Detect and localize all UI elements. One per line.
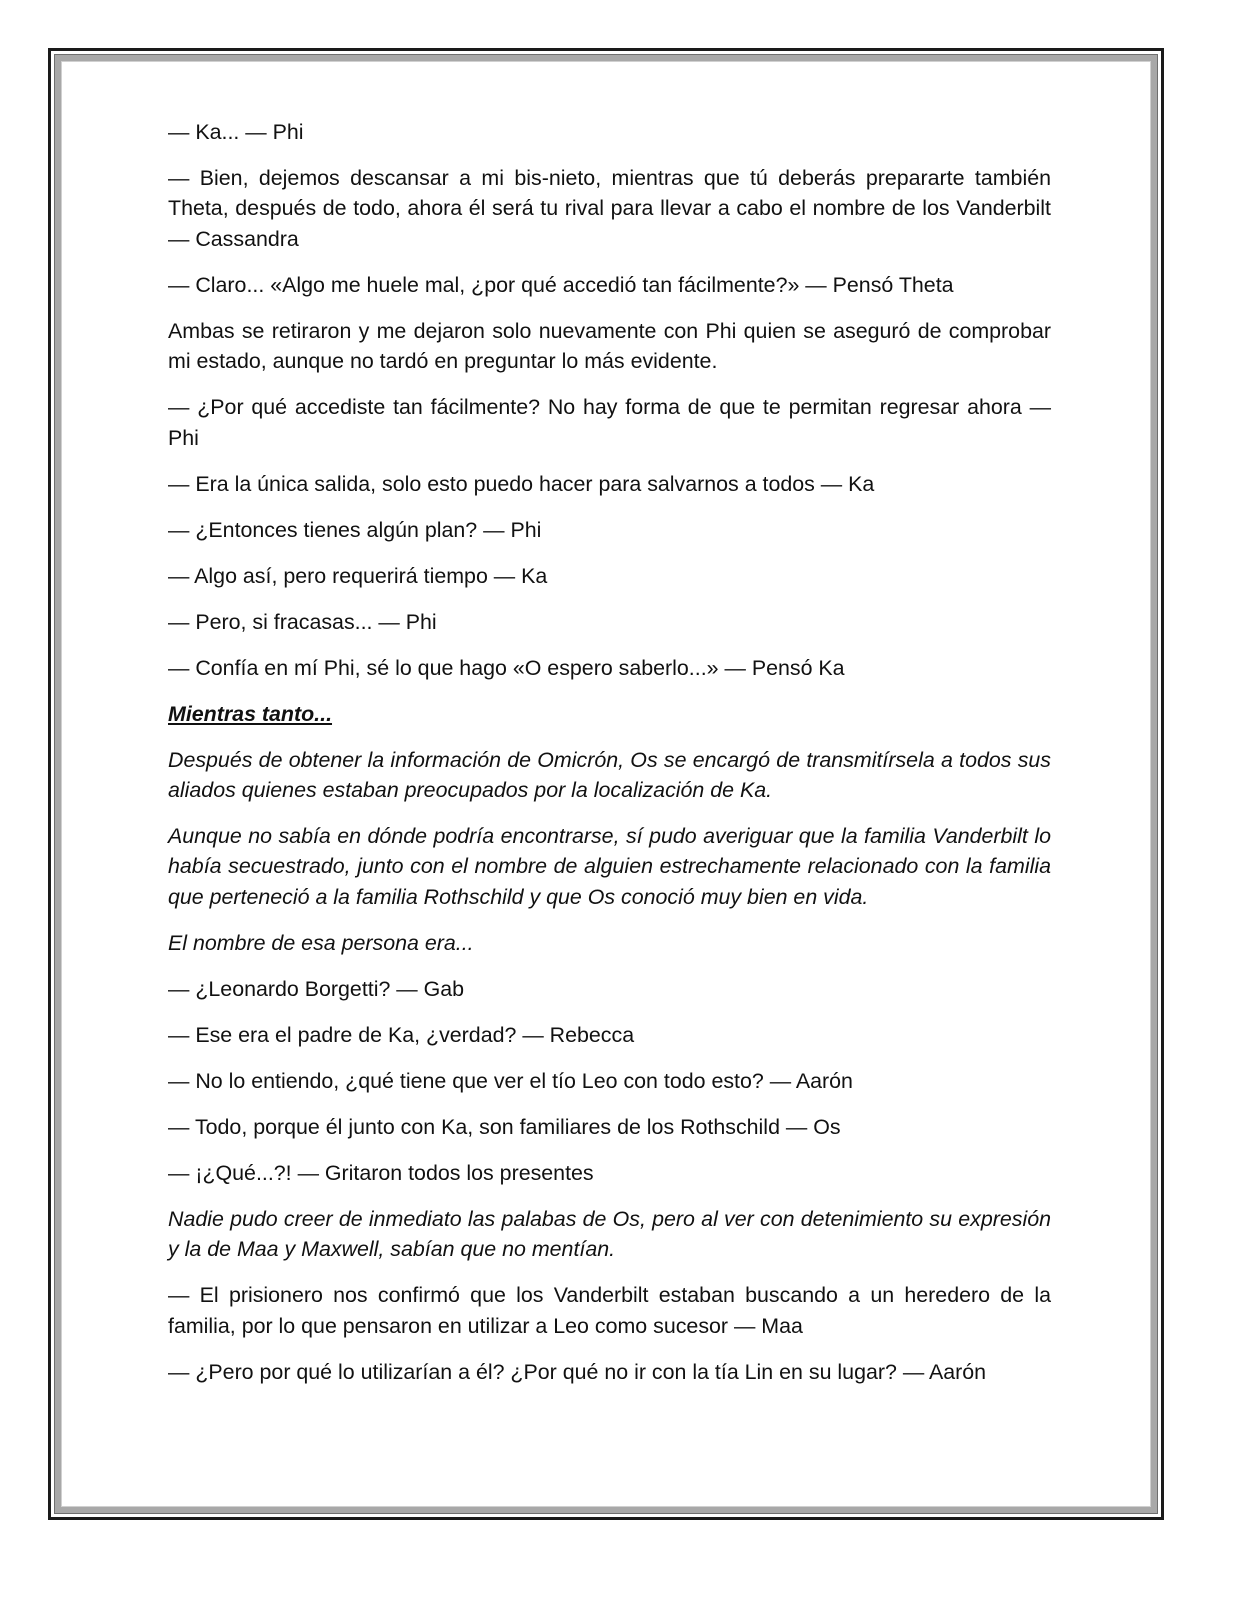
- dialogue-line: — Era la única salida, solo esto puedo hacer para salvarnos a todos — Ka: [168, 471, 875, 496]
- italic-narration: Nadie pudo creer de inmediato las palabas de Os, pero al ver con detenimiento su expresión y la de Maa y Maxwell, sabían que no mentían.: [168, 1206, 1051, 1262]
- dialogue-line: — ¿Pero por qué lo utilizarían a él? ¿Por qué no ir con la tía Lin en su lugar? — Aarón: [168, 1359, 987, 1384]
- dialogue-line: — Ka... — Phi: [168, 120, 304, 144]
- document-body: [168, 117, 1051, 1403]
- dialogue-line: — Claro... «Algo me huele mal, ¿por qué accedió tan fácilmente?» — Pensó Theta: [168, 272, 954, 297]
- narration-paragraph: Ambas se retiraron y me dejaron solo nuevamente con Phi quien se aseguró de comprobar mi estado, aunque no tardó en preguntar lo más evidente.: [168, 318, 1051, 374]
- section-heading: Mientras tanto...: [168, 701, 333, 726]
- dialogue-line: — Confía en mí Phi, sé lo que hago «O espero saberlo...» — Pensó Ka: [168, 655, 845, 680]
- dialogue-line: — Algo así, pero requerirá tiempo — Ka: [168, 563, 548, 588]
- dialogue-line: — ¿Leonardo Borgetti? — Gab: [168, 976, 465, 1001]
- dialogue-line: — Ese era el padre de Ka, ¿verdad? — Rebecca: [168, 1022, 635, 1047]
- dialogue-line: — Todo, porque él junto con Ka, son familiares de los Rothschild — Os: [168, 1114, 841, 1139]
- dialogue-line: — ¿Entonces tienes algún plan? — Phi: [168, 517, 542, 542]
- italic-narration: El nombre de esa persona era...: [168, 930, 474, 955]
- dialogue-line: — Bien, dejemos descansar a mi bis-nieto, mientras que tú deberás prepararte también Theta, después de todo, ahora él será tu rival para llevar a cabo el nombre de los Vanderbilt — Cassandra: [168, 166, 1051, 251]
- dialogue-line: — ¡¿Qué...?! — Gritaron todos los presentes: [168, 1160, 594, 1185]
- dialogue-line: — No lo entiendo, ¿qué tiene que ver el tío Leo con todo esto? — Aarón: [168, 1068, 853, 1093]
- dialogue-line: — El prisionero nos confirmó que los Vanderbilt estaban buscando a un heredero de la familia, por lo que pensaron en utilizar a Leo como sucesor — Maa: [168, 1283, 1051, 1338]
- italic-narration: Después de obtener la información de Omicrón, Os se encargó de transmitírsela a todos sus aliados quienes estaban preocupados por la localización de Ka.: [168, 747, 1051, 803]
- dialogue-line: — Pero, si fracasas... — Phi: [168, 609, 437, 634]
- italic-narration: Aunque no sabía en dónde podría encontrarse, sí pudo averiguar que la familia Vanderbilt lo había secuestrado, junto con el nombre de alguien estrechamente relacionado con la familia que perteneció a la familia Rothschild y que Os conoció muy bien en vida.: [168, 824, 1051, 909]
- dialogue-line: — ¿Por qué accediste tan fácilmente? No hay forma de que te permitan regresar ahora — Phi: [168, 395, 1051, 450]
